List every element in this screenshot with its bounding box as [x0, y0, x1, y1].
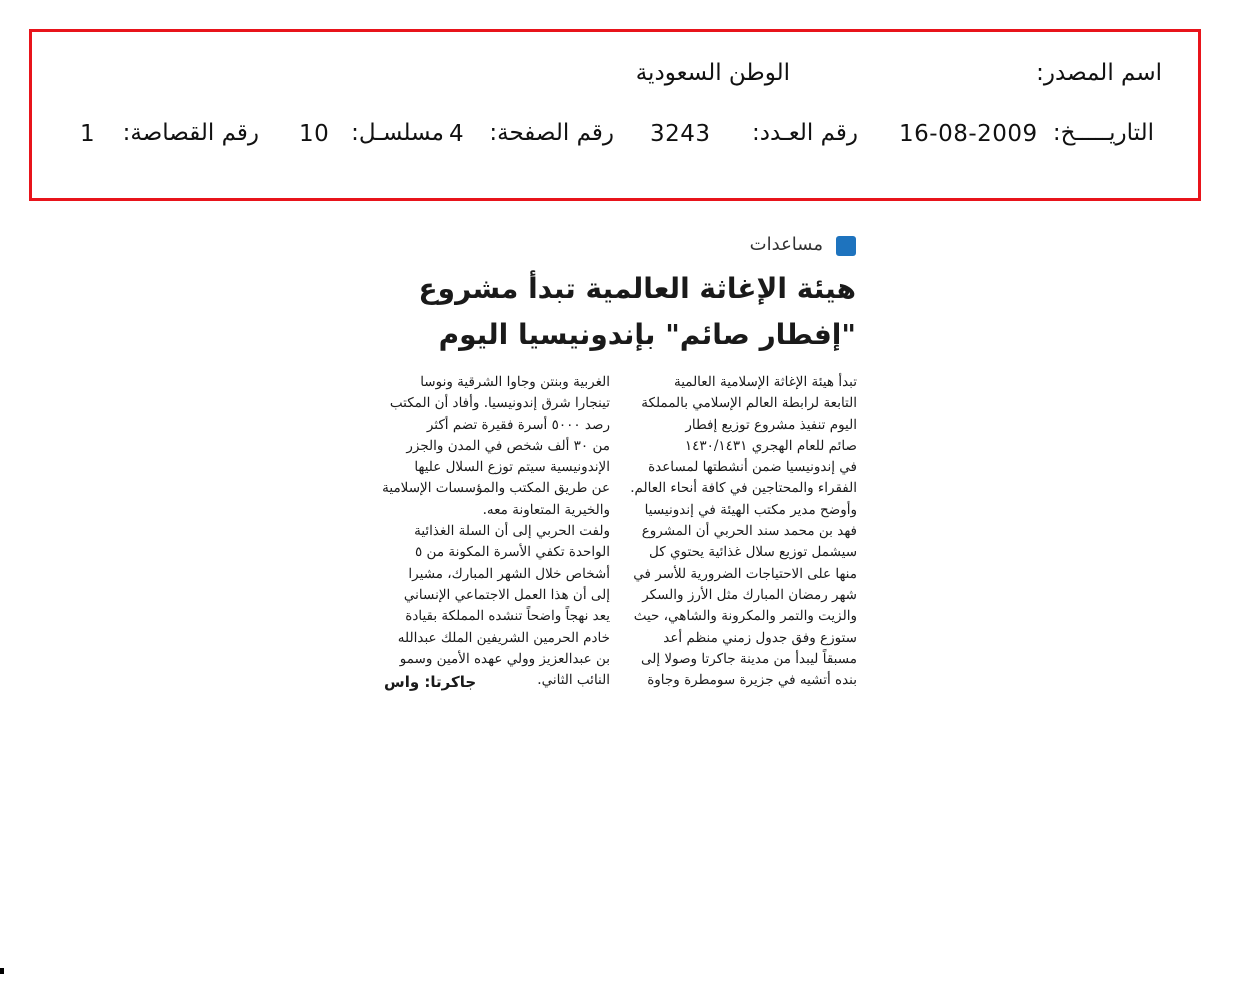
- text-line: شهر رمضان المبارك مثل الأرز والسكر: [642, 586, 857, 603]
- text-line: أشخاص خلال الشهر المبارك، مشيرا: [408, 565, 610, 582]
- text-line: الإندونيسية سيتم توزع السلال عليها: [414, 459, 610, 476]
- text-line: النائب الثاني.: [537, 672, 610, 689]
- text-line: اليوم تنفيذ مشروع توزيع إفطار: [685, 416, 857, 433]
- text-line: التابعة لرابطة العالم الإسلامي بالمملكة: [641, 395, 857, 412]
- text-line: الفقراء والمحتاجين في كافة أنحاء العالم.: [630, 480, 857, 497]
- byline: جاكرتا: واس: [384, 673, 477, 691]
- text-line: الواحدة تكفي الأسرة المكونة من ٥: [415, 544, 610, 561]
- text-line: ولفت الحربي إلى أن السلة الغذائية: [414, 523, 610, 540]
- section-label: مساعدات: [749, 234, 823, 255]
- clipping-metadata-box: [29, 29, 1201, 201]
- source-value: الوطن السعودية: [635, 60, 790, 86]
- page-value: 4: [449, 121, 465, 147]
- text-line: مسبقاً ليبدأ من مدينة جاكرتا وصولا إلى: [640, 650, 857, 667]
- text-line: صائم للعام الهجري ١٤٣٠/١٤٣١: [684, 437, 857, 454]
- text-line: تبدأ هيئة الإغاثة الإسلامية العالمية: [673, 374, 857, 390]
- issue-label: رقم العـدد:: [751, 120, 858, 146]
- date-value: 16-08-2009: [899, 121, 1038, 147]
- text-line: رصد ٥٠٠٠ أسرة فقيرة تضم أكثر: [426, 416, 610, 433]
- clip-label: رقم القصاصة:: [122, 120, 259, 146]
- text-line: والزيت والتمر والمكرونة والشاهي، حيث: [633, 608, 857, 625]
- headline-line-1: هيئة الإغاثة العالمية تبدأ مشروع: [418, 272, 856, 305]
- issue-value: 3243: [650, 121, 711, 147]
- text-line: فهد بن محمد سند الحربي أن المشروع: [641, 523, 857, 540]
- serial-label: مسلسـل:: [351, 120, 444, 146]
- text-line: سيشمل توزيع سلال غذائية يحتوي كل: [649, 544, 857, 561]
- section-marker-icon: [836, 236, 856, 256]
- text-line: تينجارا شرق إندونيسيا. وأفاد أن المكتب: [389, 395, 610, 412]
- text-line: في إندونيسيا ضمن أنشطتها لمساعدة: [648, 459, 857, 476]
- text-line: والخيرية المتعاونة معه.: [482, 501, 610, 518]
- text-line: بنده أتشيه في جزيرة سومطرة وجاوة: [647, 672, 857, 689]
- text-line: منها على الاحتياجات الضرورية للأسر في: [633, 565, 857, 582]
- headline-line-2: "إفطار صائم" بإندونيسيا اليوم: [438, 318, 856, 351]
- text-line: ستوزع وفق جدول زمني منظم أعد: [663, 629, 857, 646]
- text-line: خادم الحرمين الشريفين الملك عبدالله: [397, 629, 610, 646]
- serial-value: 10: [299, 121, 330, 147]
- article-column-left: [378, 372, 610, 691]
- text-line: الغربية وبنتن وجاوا الشرقية ونوسا: [420, 374, 610, 390]
- page-label: رقم الصفحة:: [489, 120, 614, 146]
- text-line: من ٣٠ ألف شخص في المدن والجزر: [406, 437, 610, 454]
- text-line: بن عبدالعزيز وولي عهده الأمين وسمو: [399, 650, 610, 667]
- date-label: التاريـــــخ:: [1052, 120, 1154, 146]
- text-line: عن طريق المكتب والمؤسسات الإسلامية: [382, 480, 610, 497]
- source-label: اسم المصدر:: [1036, 60, 1162, 86]
- text-line: يعد نهجاً واضحاً تنشده المملكة بقيادة: [405, 608, 610, 625]
- article-column-right: [627, 372, 857, 691]
- scan-mark: [0, 968, 4, 974]
- text-line: وأوضح مدير مكتب الهيئة في إندونيسيا: [644, 501, 857, 518]
- clip-value: 1: [80, 121, 96, 147]
- text-line: إلى أن هذا العمل الاجتماعي الإنساني: [403, 586, 610, 603]
